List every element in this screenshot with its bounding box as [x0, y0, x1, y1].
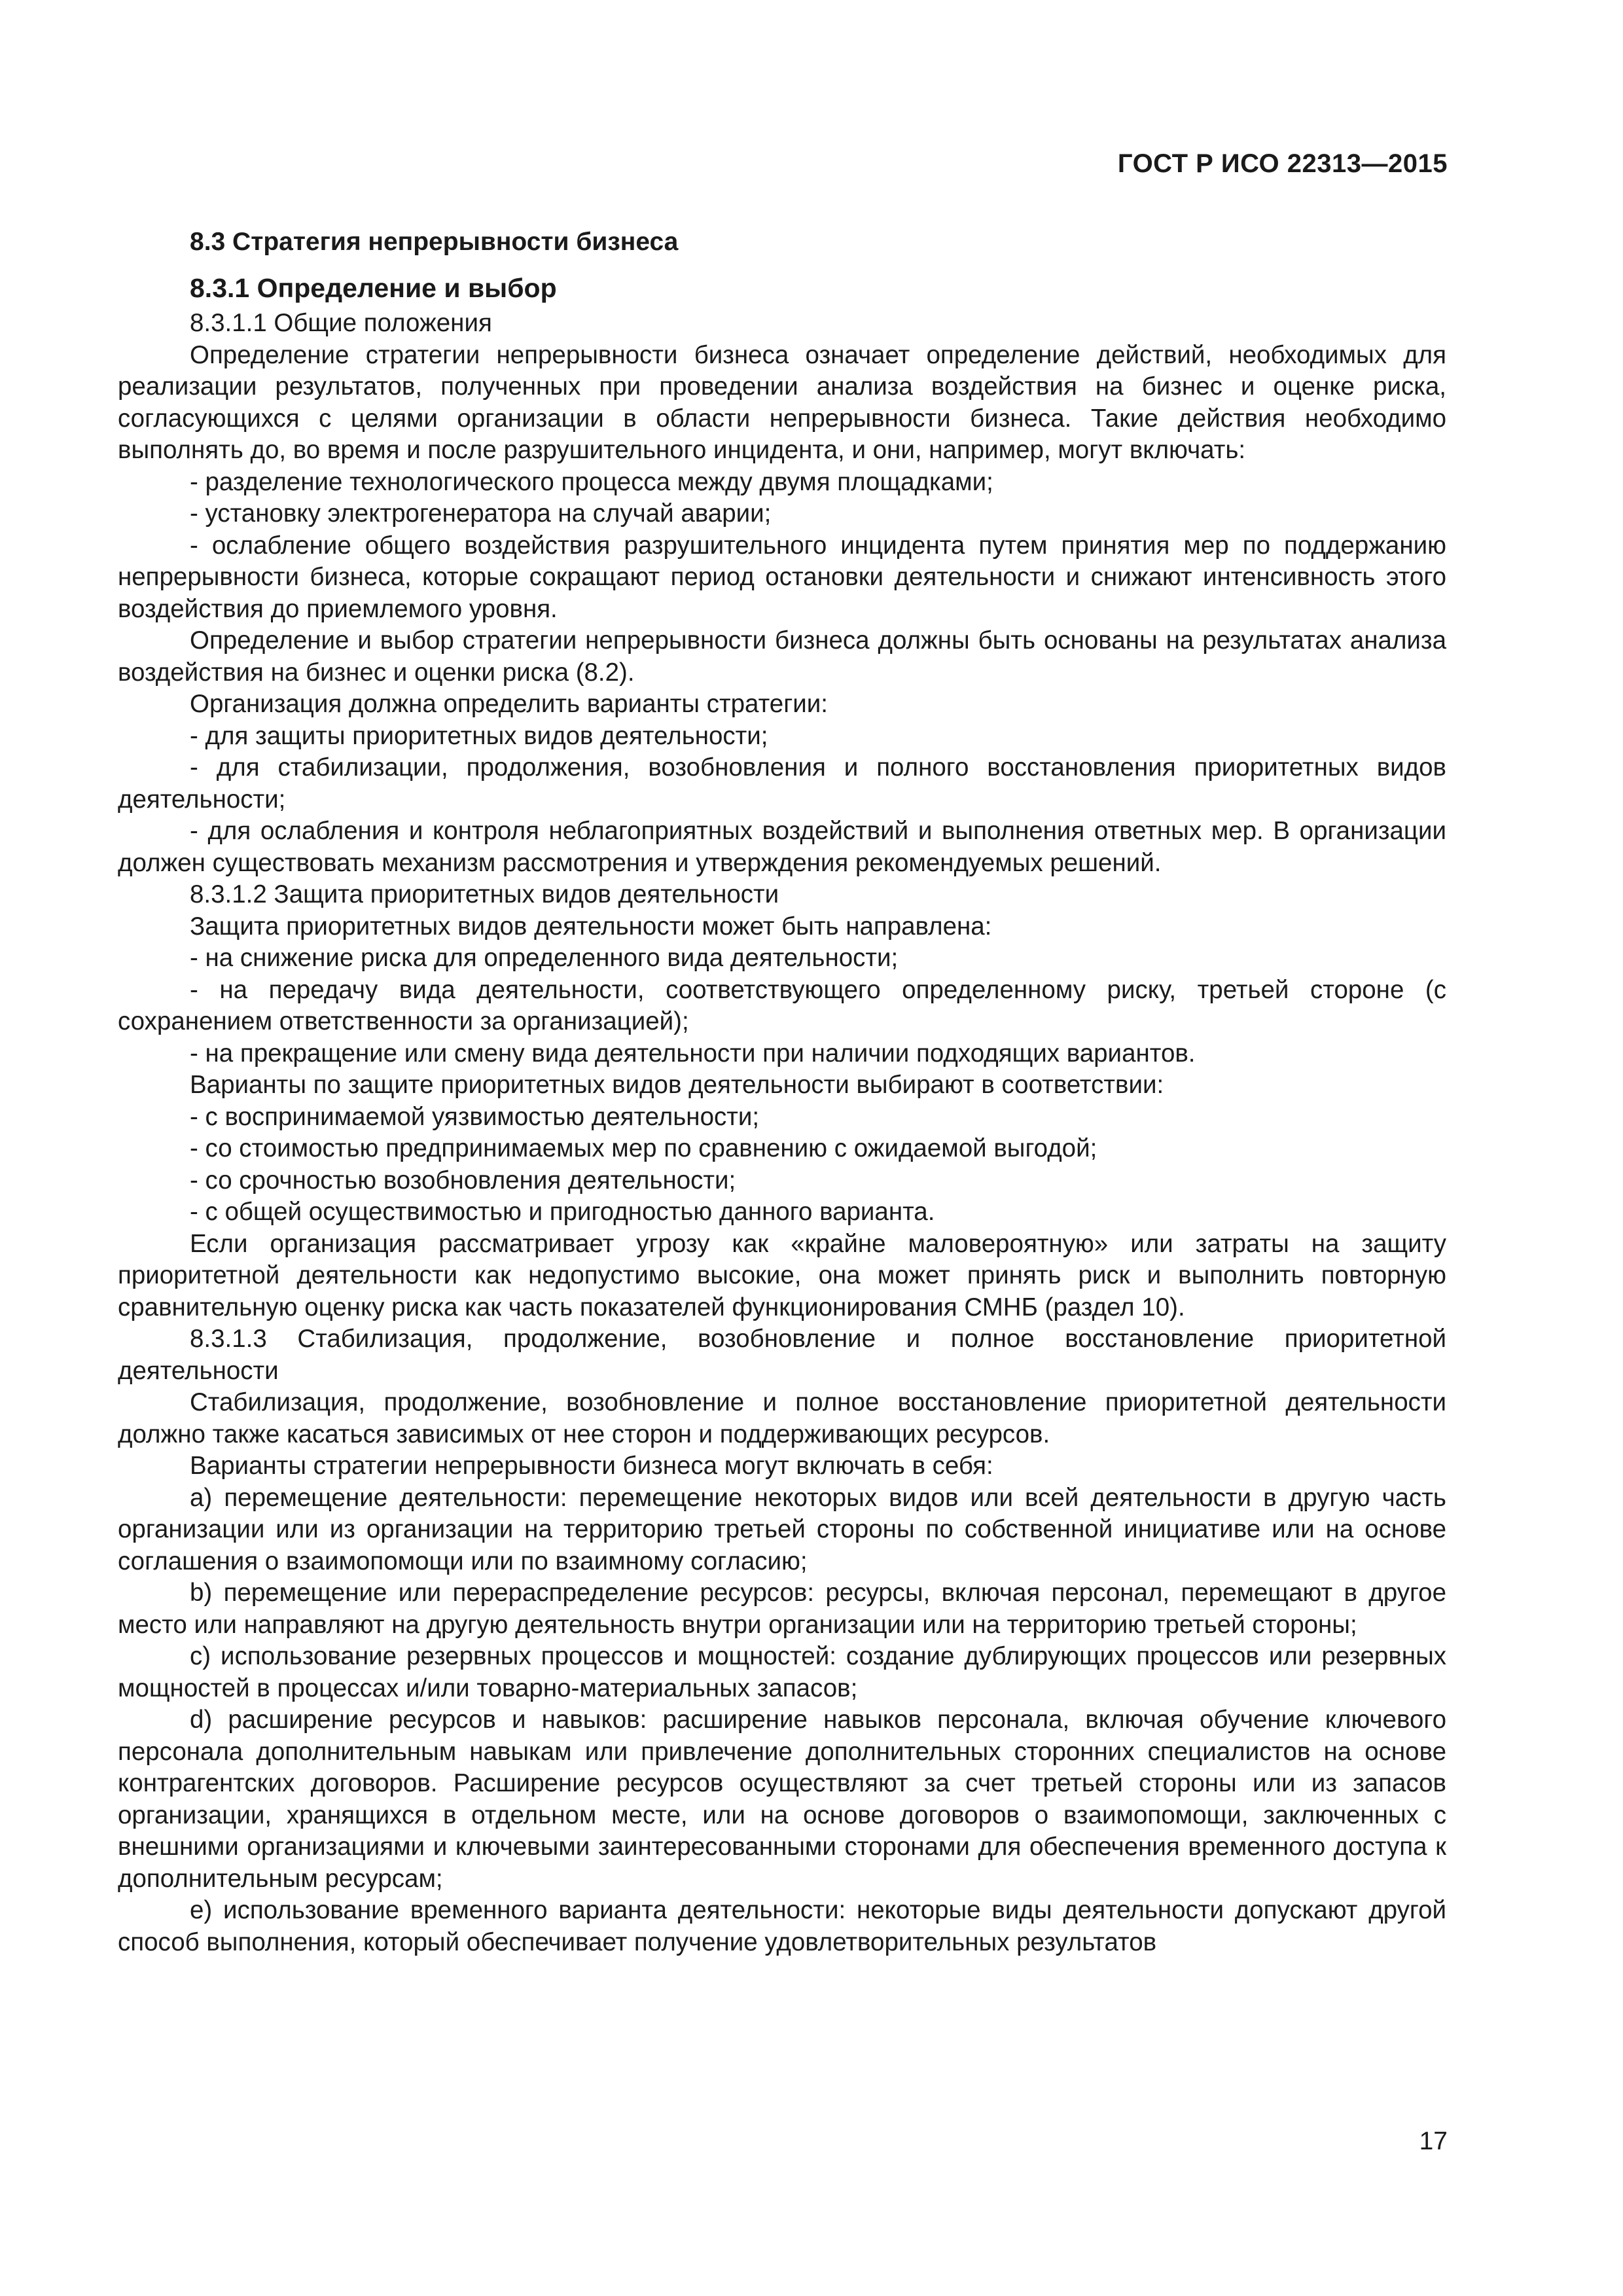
list-item: a) перемещение деятельности: перемещение некоторых видов или всей деятельности в другую часть организации или из организации на территорию третьей стороны по собственной инициативе или на основе соглашения о взаимопомощи или по взаимному согласию;	[118, 1483, 1446, 1575]
list-item: - на прекращение или смену вида деятельности при наличии подходящих вариантов.	[190, 1039, 1196, 1067]
clause-heading: 8.3.1.3 Стабилизация, продолжение, возобновление и полное восстановление приоритетной деятельности	[118, 1325, 1446, 1385]
list-item: - для защиты приоритетных видов деятельности;	[190, 721, 768, 750]
subsection-heading: 8.3.1 Определение и выбор	[190, 273, 557, 303]
list-item: e) использование временного варианта деятельности: некоторые виды деятельности допускают другой способ выполнения, который обеспечивает получение удовлетворительных результатов	[118, 1896, 1446, 1956]
paragraph: Организация должна определить варианты стратегии:	[190, 690, 828, 718]
clause-heading: 8.3.1.1 Общие положения	[190, 309, 492, 337]
list-item: - со срочностью возобновления деятельности;	[190, 1166, 736, 1194]
paragraph: Защита приоритетных видов деятельности может быть направлена:	[190, 912, 992, 941]
paragraph: Определение стратегии непрерывности бизнеса означает определение действий, необходимых для реализации результатов, полученных при проведении анализа воздействия на бизнес и оценке риска, согласующихся с целями организации в области непрерывности бизнеса. Такие действия необходимо выполнять до, во время и после разрушительного инцидента, и они, например, могут включать:	[118, 340, 1446, 464]
standard-header: ГОСТ Р ИСО 22313—2015	[1117, 149, 1448, 178]
paragraph: Варианты стратегии непрерывности бизнеса могут включать в себя:	[190, 1452, 993, 1480]
section-heading: 8.3 Стратегия непрерывности бизнеса	[190, 228, 679, 256]
paragraph: Определение и выбор стратегии непрерывности бизнеса должны быть основаны на результатах анализа воздействия на бизнес и оценки риска (8.2).	[118, 626, 1446, 687]
list-item: - с общей осуществимостью и пригодностью данного варианта.	[190, 1198, 935, 1226]
paragraph: Если организация рассматривает угрозу как «крайне маловероятную» или затраты на защиту приоритетной деятельности как недопустимо высокие, она может принять риск и выполнить повторную сравнительную оценку риска как часть показателей функционирования СМНБ (раздел 10).	[118, 1229, 1446, 1321]
list-item: d) расширение ресурсов и навыков: расширение навыков персонала, включая обучение ключевого персонала дополнительным навыкам или привлечение дополнительных сторонних специалистов на основе контрагентских договоров. Расширение ресурсов осуществляют за счет третьей стороны или из запасов организации, хранящихся в отдельном месте, или на основе договоров о взаимопомощи, заключенных с внешними организациями и ключевыми заинтересованными сторонами для обеспечения временного доступа к дополнительным ресурсам;	[118, 1706, 1446, 1893]
list-item: - разделение технологического процесса между двумя площадками;	[190, 467, 993, 496]
paragraph: Варианты по защите приоритетных видов деятельности выбирают в соответствии:	[190, 1071, 1164, 1099]
list-item: c) использование резервных процессов и мощностей: создание дублирующих процессов или резервных мощностей в процессах и/или товарно-материальных запасов;	[118, 1642, 1446, 1702]
clause-heading: 8.3.1.2 Защита приоритетных видов деятельности	[190, 880, 779, 908]
list-item: - с воспринимаемой уязвимостью деятельности;	[190, 1102, 760, 1131]
list-item: - со стоимостью предпринимаемых мер по сравнению с ожидаемой выгодой;	[190, 1134, 1097, 1162]
list-item: - на передачу вида деятельности, соответствующего определенному риску, третьей стороне (с сохранением ответственности за организацией);	[118, 975, 1446, 1035]
list-item: - для стабилизации, продолжения, возобновления и полного восстановления приоритетных видов деятельности;	[118, 753, 1446, 814]
list-item: - установку электрогенератора на случай аварии;	[190, 499, 772, 528]
list-item: - ослабление общего воздействия разрушительного инцидента путем принятия мер по поддержанию непрерывности бизнеса, которые сокращают период остановки деятельности и снижают интенсивность этого воздействия до приемлемого уровня.	[118, 531, 1446, 623]
paragraph: Стабилизация, продолжение, возобновление и полное восстановление приоритетной деятельности должно также касаться зависимых от нее сторон и поддерживающих ресурсов.	[118, 1388, 1446, 1448]
list-item: - для ослабления и контроля неблагоприятных воздействий и выполнения ответных мер. В организации должен существовать механизм рассмотрения и утверждения рекомендуемых решений.	[118, 817, 1446, 877]
page-number: 17	[1419, 2127, 1448, 2155]
document-body	[118, 216, 1446, 1958]
list-item: - на снижение риска для определенного вида деятельности;	[190, 944, 899, 972]
list-item: b) перемещение или перераспределение ресурсов: ресурсы, включая персонал, перемещают в другое место или направляют на другую деятельность внутри организации или на территорию третьей стороны;	[118, 1579, 1446, 1639]
